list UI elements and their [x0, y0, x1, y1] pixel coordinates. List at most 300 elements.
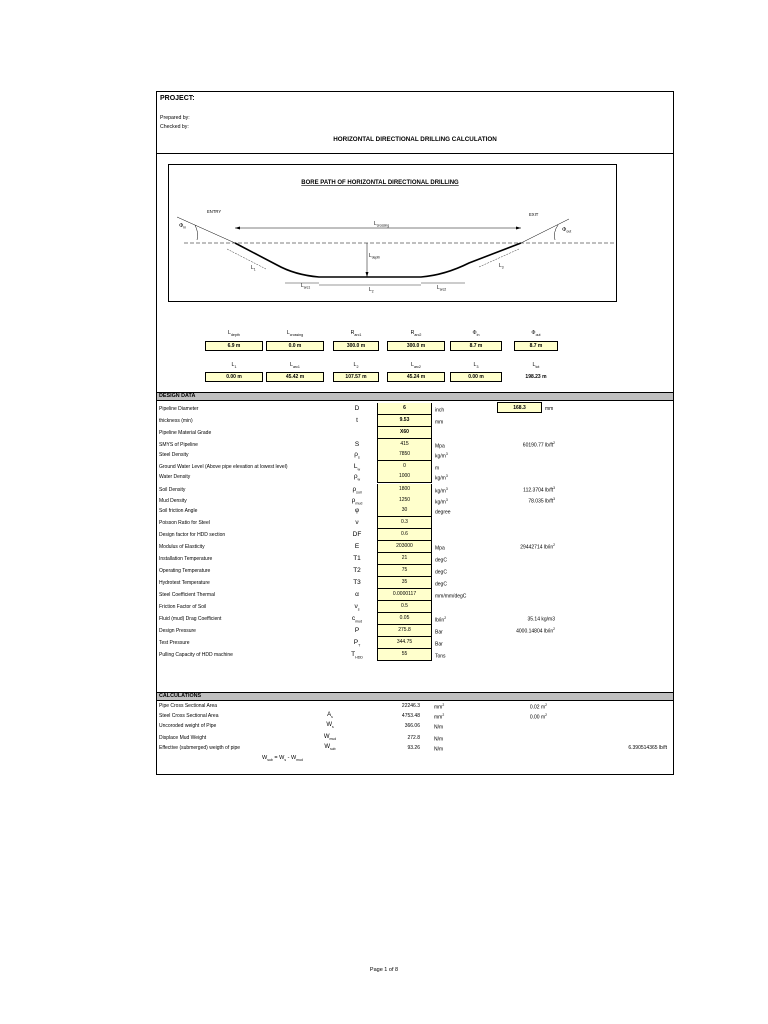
- calc-row: [157, 711, 673, 721]
- design-row-unit: [435, 592, 466, 600]
- calc-row-symbol: [317, 722, 343, 729]
- geometry-label-sub: out: [535, 333, 541, 338]
- geometry-value-box: 300.0 m: [387, 341, 445, 351]
- geometry-value-box: 8.7 m: [450, 341, 502, 351]
- design-row-label: Soil Density: [159, 487, 186, 493]
- unit-sup: 3: [445, 487, 448, 491]
- design-row: [157, 471, 673, 483]
- bore-path-diagram: [168, 164, 617, 302]
- geometry-label: [326, 362, 386, 369]
- unit-main: N/m: [434, 746, 444, 753]
- calc-row-value: 22246.3: [401, 703, 420, 709]
- design-row: [157, 541, 673, 553]
- unit-main: mm: [434, 714, 443, 721]
- unit-sup: 3: [445, 452, 448, 456]
- unit-main: kg/m: [435, 475, 446, 482]
- design-row-unit: [435, 640, 443, 648]
- design-row-label: thickness (min): [159, 418, 193, 424]
- unit-main: mm/mm/degC: [435, 593, 467, 600]
- design-row-value: 75: [377, 565, 432, 577]
- design-row-symbol: [337, 555, 377, 563]
- design-row-conversion: [467, 627, 555, 635]
- design-row-value: 35: [377, 577, 432, 589]
- geometry-value-box: 300.0 m: [333, 341, 379, 351]
- design-row-value: 1800: [377, 484, 432, 496]
- l-depth-label: $L_{depth}$: [369, 253, 381, 260]
- design-row-value: 0: [377, 461, 432, 473]
- design-row: [157, 601, 673, 613]
- geometry-label-sub: arc1: [292, 365, 300, 370]
- unit-main: degC: [435, 581, 447, 588]
- design-row-value: 30: [377, 505, 432, 517]
- geometry-label-main: L: [290, 362, 293, 368]
- design-row-unit: [435, 544, 445, 552]
- geometry-label-sub: 2: [356, 365, 359, 370]
- design-row-conversion: [467, 615, 555, 623]
- geometry-label: [204, 330, 264, 337]
- symbol-main: E: [354, 543, 360, 550]
- design-row-unit: [435, 580, 447, 588]
- exit-label: EXIT: [529, 212, 539, 217]
- header-divider: [157, 153, 673, 154]
- calc-row-label: Effective (submerged) weigth of pipe: [159, 745, 241, 751]
- entry-angle-line: [177, 217, 235, 243]
- conversion-value: 60190.77: [522, 442, 544, 449]
- l1-dimension-line: [227, 249, 266, 269]
- conversion-value: 29442714: [520, 544, 543, 551]
- calc-row: [157, 733, 673, 743]
- design-row-label: Fluid (mud) Drag Coefficient: [159, 616, 222, 622]
- prepared-by-label: Prepared by:: [160, 115, 190, 121]
- design-row: [157, 637, 673, 649]
- symbol-main: W: [323, 734, 330, 740]
- symbol-main: T3: [353, 579, 361, 586]
- project-label: PROJECT:: [160, 95, 195, 102]
- symbol-sub: s: [357, 607, 360, 612]
- calc-row-label: Uncoroded weight of Pipe: [159, 723, 217, 729]
- geometry-label-main: L: [286, 330, 290, 336]
- design-row-unit: [435, 556, 447, 564]
- symbol-sub: s: [331, 715, 333, 720]
- design-row: [157, 403, 673, 415]
- symbol-main: P: [354, 627, 360, 634]
- design-row-label: Steel Density: [159, 452, 189, 458]
- unit-main: mm: [434, 704, 443, 711]
- geometry-label-main: L: [473, 362, 477, 368]
- unit-sup: 2: [444, 616, 447, 620]
- design-row-value: 0.6: [377, 529, 432, 541]
- calc-row-unit: [434, 745, 443, 753]
- design-row-unit: [435, 452, 448, 460]
- unit-main: kg/m: [435, 488, 446, 495]
- design-row-value: 0.0000117: [377, 589, 432, 601]
- design-row-label: Water Density: [159, 474, 191, 480]
- design-row-label: Pipeline Material Grade: [159, 430, 212, 436]
- calc-row-unit: [434, 723, 443, 731]
- calculations-header: CALCULATIONS: [157, 692, 673, 701]
- conversion-sup: 2: [553, 441, 555, 445]
- geometry-value-box: 0.00 m: [205, 372, 263, 382]
- unit-main: Mpa: [435, 443, 445, 450]
- unit-sup: 2: [442, 713, 445, 717]
- calc-row-symbol: [317, 734, 343, 741]
- design-row: [157, 517, 673, 529]
- geometry-label-sub: tot: [535, 365, 540, 370]
- calc-row-imperial: 6.390514365 lb/ft: [628, 745, 667, 751]
- conversion-unit: lb/ft: [545, 487, 554, 494]
- design-row-label: Test Pressure: [159, 640, 190, 646]
- conversion-unit: m: [540, 704, 546, 711]
- geometry-label-sub: 3: [476, 365, 479, 370]
- symbol-sub: mud: [329, 737, 337, 742]
- calc-row-unit: [434, 735, 443, 743]
- calc-row-value: 272.8: [407, 735, 420, 741]
- calc-row-symbol: [317, 744, 343, 751]
- design-row-symbol: [337, 451, 377, 459]
- geometry-label-main: L: [228, 330, 231, 336]
- unit-main: Bar: [435, 641, 443, 648]
- geometry-label-sub: depth: [230, 333, 240, 338]
- design-row-value: 0.05: [377, 613, 432, 625]
- design-row-symbol: [337, 651, 377, 659]
- design-row-label: Mud Density: [159, 498, 187, 504]
- page-number: Page 1 of 8: [369, 967, 399, 973]
- unit-main: N/m: [434, 736, 444, 743]
- design-row-symbol: [337, 519, 377, 527]
- unit-sup: 3: [445, 474, 448, 478]
- geometry-value-box: 45.24 m: [387, 372, 445, 382]
- calc-row: [157, 743, 673, 753]
- phi-in-label: $\Phi_{in}$: [179, 223, 187, 230]
- symbol-sub: mud: [355, 619, 363, 624]
- bore-path-curve: [235, 243, 521, 277]
- conversion-sup: 2: [545, 713, 547, 717]
- calc-row-value: 4753.48: [401, 713, 420, 719]
- phi-out-label: $\Phi_{out}$: [562, 227, 572, 234]
- design-row-value: 275.8: [377, 625, 432, 637]
- symbol-main: S: [354, 441, 360, 448]
- geometry-label: [386, 362, 446, 369]
- calc-row-value: 93.26: [407, 745, 420, 751]
- conversion-value: 0.00: [529, 714, 540, 721]
- design-row-label: Operating Temperature: [159, 568, 211, 574]
- symbol-sub: w: [357, 467, 361, 472]
- design-row-value: 203000: [377, 541, 432, 553]
- geometry-label-main: L: [231, 362, 235, 368]
- design-row: [157, 565, 673, 577]
- calc-row: [157, 701, 673, 711]
- unit-main: m: [435, 465, 440, 472]
- symbol-main: ν: [355, 519, 359, 526]
- document-title: HORIZONTAL DIRECTIONAL DRILLING CALCULATION: [333, 136, 497, 143]
- geometry-value-box: 8.7 m: [514, 341, 558, 351]
- symbol-sub: T: [358, 643, 361, 648]
- design-row-unit: [435, 628, 443, 636]
- geometry-label-sub: arc2: [413, 365, 421, 370]
- calc-sheet: [156, 91, 674, 775]
- conversion-unit: m: [540, 714, 546, 721]
- design-row-label: Steel Coefficient Thermal: [159, 592, 215, 598]
- geometry-value-box: 107.57 m: [333, 372, 379, 382]
- crossing-arrow-right: [516, 227, 521, 230]
- calc-row-label: Pipe Cross Sectional Area: [159, 703, 218, 709]
- design-row: [157, 529, 673, 541]
- symbol-main: α: [355, 591, 359, 598]
- design-row-unit: [435, 474, 448, 482]
- design-row-symbol: [337, 507, 377, 515]
- calc-row-unit: [434, 703, 444, 711]
- design-row-label: Pipeline Diameter: [159, 406, 199, 412]
- design-row-unit: [435, 568, 447, 576]
- symbol-sub: sub: [330, 747, 336, 752]
- design-row-symbol: [337, 567, 377, 575]
- l1-label: $L_1$: [251, 265, 256, 272]
- outer-diameter-unit: mm: [545, 406, 554, 412]
- geometry-label-main: Φ: [472, 330, 477, 336]
- conversion-sup: 2: [553, 627, 555, 631]
- crossing-arrow-left: [235, 227, 240, 230]
- design-row-value: 6: [377, 403, 432, 415]
- design-row-conversion: [467, 486, 555, 494]
- unit-main: degC: [435, 569, 447, 576]
- design-row: [157, 505, 673, 517]
- design-row-value: 415: [377, 439, 432, 451]
- design-row-symbol: [337, 417, 377, 425]
- design-row-label: Design factor for HDD section: [159, 532, 226, 538]
- design-row-unit: [435, 406, 444, 414]
- design-row-unit: [435, 652, 446, 660]
- conversion-unit: lb/ft: [545, 498, 554, 505]
- unit-main: kg/m: [435, 499, 446, 506]
- calc-row-value: 366.06: [404, 723, 420, 729]
- symbol-main: t: [356, 417, 358, 424]
- l3-label: $L_3$: [499, 263, 504, 270]
- conversion-value: 112.3704: [523, 487, 544, 494]
- design-row: [157, 589, 673, 601]
- symbol-sub: mud: [355, 501, 363, 506]
- design-row-label: Design Pressure: [159, 628, 196, 634]
- unit-main: N/m: [434, 724, 444, 731]
- geometry-label: [326, 330, 386, 337]
- design-row-value: 1250: [377, 495, 432, 507]
- design-row-conversion: [467, 543, 555, 551]
- unit-main: mm: [435, 419, 444, 426]
- design-row-label: Friction Factor of Soil: [159, 604, 207, 610]
- design-row: [157, 613, 673, 625]
- design-row-symbol: [337, 579, 377, 587]
- design-row: [157, 553, 673, 565]
- design-row: [157, 625, 673, 637]
- symbol-main: T: [351, 651, 356, 658]
- geometry-label-main: L: [353, 362, 357, 368]
- conversion-value: 78.035: [528, 498, 544, 505]
- conversion-value: 35.14: [527, 616, 540, 623]
- unit-main: Mpa: [435, 545, 445, 552]
- design-row-label: Soil friction Angle: [159, 508, 198, 514]
- symbol-sub: s: [357, 455, 360, 460]
- calc-row-unit: [434, 713, 444, 721]
- design-row-symbol: [337, 603, 377, 611]
- geometry-value-box: 0.0 m: [266, 341, 324, 351]
- design-row-symbol: [337, 486, 377, 494]
- checked-by-label: Checked by:: [160, 124, 189, 130]
- entry-label: ENTRY: [207, 209, 222, 214]
- design-row-value: 55: [377, 649, 432, 661]
- conversion-unit: lb/in: [543, 544, 554, 551]
- design-row-symbol: [337, 543, 377, 551]
- conversion-sup: 3: [553, 486, 555, 490]
- unit-main: inch: [435, 407, 445, 414]
- geometry-label: [265, 362, 325, 369]
- larc1-label: $L_{arc1}$: [301, 283, 311, 290]
- design-row: [157, 415, 673, 427]
- diagram-title: BORE PATH OF HORIZONTAL DIRECTIONAL DRILLING: [301, 180, 459, 186]
- design-row-conversion: [467, 441, 555, 449]
- symbol-main: L: [353, 463, 358, 470]
- symbol-main: T1: [353, 555, 361, 562]
- symbol-main: φ: [354, 507, 360, 514]
- design-row-value: 1000: [377, 471, 432, 483]
- symbol-main: c: [351, 615, 356, 622]
- design-row-symbol: [337, 473, 377, 481]
- unit-sup: 2: [442, 703, 445, 707]
- geometry-label: [506, 362, 566, 369]
- geometry-label: [446, 362, 506, 369]
- design-row-value: X60: [377, 427, 432, 439]
- design-row-symbol: [337, 627, 377, 635]
- geometry-label-sub: arc2: [414, 333, 422, 338]
- geometry-label-main: L: [411, 362, 414, 368]
- design-row-label: Pulling Capacity of HDD machine: [159, 652, 233, 658]
- conversion-sup: 2: [553, 543, 555, 547]
- symbol-main: ρ: [352, 486, 357, 493]
- design-row-value: 7850: [377, 449, 432, 461]
- symbol-main: P: [353, 639, 359, 646]
- geometry-value-box: 0.00 m: [450, 372, 502, 382]
- conversion-sup: 2: [545, 703, 547, 707]
- design-row: [157, 577, 673, 589]
- calc-row: [157, 721, 673, 731]
- symbol-main: W: [324, 744, 331, 750]
- geometry-label-sub: 1: [234, 365, 237, 370]
- symbol-main: ρ: [351, 497, 356, 504]
- geometry-label-sub: in: [476, 333, 480, 338]
- symbol-sub: HDD: [355, 655, 363, 660]
- design-row-unit: [435, 418, 443, 426]
- geometry-label-sub: crossing: [289, 333, 304, 338]
- design-row-label: SMYS of Pipeline: [159, 442, 198, 448]
- geometry-label-main: R: [350, 330, 355, 336]
- submerged-weight-formula: $W_{sub} = W_s - W_{mud}$: [262, 755, 303, 763]
- design-row-label: Modulus of Elasticity: [159, 544, 205, 550]
- l2-label: $L_2$: [369, 287, 374, 294]
- design-row-value: 21: [377, 553, 432, 565]
- symbol-main: W: [326, 722, 332, 728]
- design-row-label: Poisson Ratio for Steel: [159, 520, 210, 526]
- unit-sup: 3: [445, 498, 448, 502]
- phi-in-arc: [195, 225, 198, 240]
- geometry-label-main: Φ: [531, 330, 536, 336]
- symbol-sub: soil: [356, 490, 362, 495]
- unit-main: degree: [435, 509, 451, 516]
- symbol-main: A: [327, 712, 332, 718]
- geometry-total-length: 198.23 m: [525, 374, 547, 380]
- geometry-value-box: 45.42 m: [266, 372, 324, 382]
- unit-main: kg/m: [435, 453, 446, 460]
- design-row-value: 0.5: [377, 601, 432, 613]
- design-row: [157, 449, 673, 461]
- bore-path-svg: [169, 165, 616, 301]
- conversion-sup: 3: [553, 497, 555, 501]
- geometry-label: [506, 330, 566, 337]
- conversion-unit: kg/m3: [541, 616, 555, 623]
- design-row-conversion: [467, 497, 555, 505]
- conversion-unit: lb/ft: [545, 442, 554, 449]
- design-row-symbol: [337, 531, 377, 539]
- conversion-value: 0.02: [529, 704, 540, 711]
- unit-main: Bar: [435, 629, 443, 636]
- geometry-label-sub: arc1: [354, 333, 362, 338]
- calc-row-label: Displace Mud Weight: [159, 735, 207, 741]
- geometry-label-main: L: [532, 362, 536, 368]
- design-row-label: Ground Water Level (Above pipe elevation at lowest level): [159, 464, 288, 470]
- design-row-symbol: [337, 639, 377, 647]
- design-row-unit: [435, 487, 448, 495]
- design-row-value: 344.75: [377, 637, 432, 649]
- symbol-main: ρ: [353, 473, 358, 480]
- design-row-symbol: [337, 615, 377, 623]
- conversion-unit: lb/in: [543, 628, 554, 635]
- design-row-unit: [435, 616, 446, 624]
- larc2-label: $L_{arc2}$: [437, 285, 447, 292]
- unit-main: Tons: [435, 653, 446, 660]
- geometry-label-main: R: [410, 330, 415, 336]
- geometry-value-box: 6.9 m: [205, 341, 263, 351]
- design-row-value: 9.53: [377, 415, 432, 427]
- conversion-value: 4000.14804: [516, 628, 543, 635]
- symbol-sub: w: [357, 477, 361, 482]
- unit-main: lb/in: [435, 617, 445, 624]
- design-row-symbol: [337, 405, 377, 413]
- symbol-main: DF: [352, 531, 362, 538]
- calc-row-symbol: [317, 712, 343, 719]
- design-row: [157, 427, 673, 439]
- design-row-label: Hydrotest Temperature: [159, 580, 210, 586]
- phi-out-arc: [554, 225, 558, 240]
- geometry-label: [265, 330, 325, 337]
- design-row-label: Installation Temperature: [159, 556, 213, 562]
- calc-row-conversion: [487, 713, 547, 721]
- symbol-sub: s: [331, 725, 334, 730]
- geometry-label: [204, 362, 264, 369]
- outer-diameter-value: 168.3: [497, 402, 542, 413]
- geometry-label: [446, 330, 506, 337]
- calc-row-label: Steel Cross Sectional Area: [159, 713, 219, 719]
- design-row: [157, 649, 673, 661]
- design-row-value: 0.3: [377, 517, 432, 529]
- unit-main: degC: [435, 557, 447, 564]
- design-row-symbol: [337, 591, 377, 599]
- symbol-main: T2: [353, 567, 361, 574]
- calc-row-conversion: [487, 703, 547, 711]
- symbol-main: ν: [354, 603, 358, 610]
- symbol-main: ρ: [354, 451, 358, 458]
- geometry-label: [386, 330, 446, 337]
- design-row-unit: [435, 508, 451, 516]
- l-crossing-label: $L_{crossing}$: [374, 221, 390, 228]
- design-data-header: DESIGN DATA: [157, 392, 673, 401]
- symbol-main: D: [354, 405, 360, 412]
